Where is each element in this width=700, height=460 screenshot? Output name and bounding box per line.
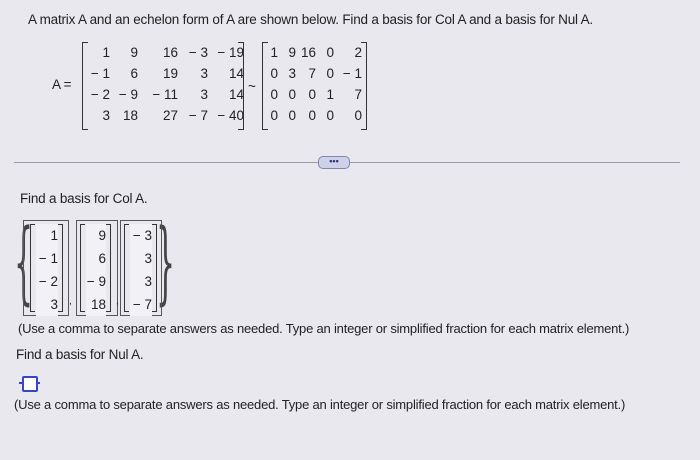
nul-basis-prompt: Find a basis for Nul A. xyxy=(16,347,144,362)
vector-entry[interactable]: 9 xyxy=(98,228,106,243)
vector-right-bracket xyxy=(152,224,157,312)
matrix-cell: 0 xyxy=(270,87,278,102)
matrix-cell: 0 xyxy=(308,108,316,123)
matrix-cell: 0 xyxy=(354,108,362,123)
vector-left-bracket xyxy=(80,224,85,312)
matrix-cell: 16 xyxy=(162,45,178,60)
matrix-cell: 0 xyxy=(270,66,278,81)
vector-right-bracket xyxy=(58,224,63,312)
matrix-cell: 9 xyxy=(130,45,138,60)
matrix-answer-icon-handle-left xyxy=(19,382,22,384)
matrix-cell: 16 xyxy=(300,45,316,60)
nul-basis-note: (Use a comma to separate answers as needed. Type an integer or simplified fraction for each matrix element.) xyxy=(14,397,626,412)
vector-entry[interactable]: − 9 xyxy=(86,274,106,289)
matrix-cell: − 1 xyxy=(90,66,110,81)
matrix-a-right-bracket xyxy=(238,42,244,130)
row-equivalent-symbol: ~ xyxy=(248,79,256,94)
matrix-cell: − 9 xyxy=(118,87,138,102)
vector-left-bracket xyxy=(124,224,129,312)
matrix-answer-icon-handle-right xyxy=(37,382,40,384)
matrix-cell: 0 xyxy=(270,108,278,123)
matrix-cell: 3 xyxy=(102,108,110,123)
comma: , xyxy=(116,296,119,307)
matrix-cell: − 7 xyxy=(188,108,208,123)
vector-entry[interactable]: 18 xyxy=(90,297,106,312)
matrix-cell: 3 xyxy=(200,87,208,102)
matrix-cell: 18 xyxy=(122,108,138,123)
matrix-cell: 6 xyxy=(130,66,138,81)
vector-entry[interactable]: 3 xyxy=(144,251,152,266)
matrix-cell: 19 xyxy=(162,66,178,81)
matrix-cell: 14 xyxy=(228,87,244,102)
basis-vector-2[interactable] xyxy=(86,224,106,316)
matrix-cell: 14 xyxy=(228,66,244,81)
matrix-cell: 3 xyxy=(200,66,208,81)
vector-entry[interactable]: − 7 xyxy=(132,297,152,312)
col-basis-prompt: Find a basis for Col A. xyxy=(20,191,148,206)
matrix-cell: 27 xyxy=(162,108,178,123)
vector-left-bracket xyxy=(30,224,35,312)
vector-entry[interactable]: − 2 xyxy=(38,274,58,289)
col-basis-note: (Use a comma to separate answers as needed. Type an integer or simplified fraction for each matrix element.) xyxy=(18,321,630,336)
vector-entry[interactable]: − 1 xyxy=(38,251,58,266)
matrix-cell: − 40 xyxy=(217,108,244,123)
matrix-cell: 9 xyxy=(288,45,296,60)
vector-entry[interactable]: 6 xyxy=(98,251,106,266)
comma: , xyxy=(69,296,72,307)
question-prompt: A matrix A and an echelon form of A are shown below. Find a basis for Col A and a basis for Nul A. xyxy=(28,12,593,27)
matrix-cell: 7 xyxy=(354,87,362,102)
vector-entry[interactable]: − 3 xyxy=(132,228,152,243)
vector-entry[interactable]: 3 xyxy=(144,274,152,289)
matrix-cell: − 1 xyxy=(342,66,362,81)
matrix-cell: 0 xyxy=(308,87,316,102)
basis-vector-3[interactable] xyxy=(130,224,152,316)
vector-entry[interactable]: 3 xyxy=(50,297,58,312)
set-close-brace: } xyxy=(156,212,176,317)
basis-vector-1[interactable] xyxy=(36,224,58,316)
matrix-cell: 1 xyxy=(270,45,278,60)
matrix-cell: 3 xyxy=(288,66,296,81)
matrix-cell: − 3 xyxy=(188,45,208,60)
matrix-cell: 0 xyxy=(288,108,296,123)
matrix-cell: 1 xyxy=(102,45,110,60)
matrix-cell: − 2 xyxy=(90,87,110,102)
more-options-icon[interactable]: ••• xyxy=(318,156,350,169)
vector-entry[interactable]: 1 xyxy=(50,228,58,243)
echelon-matrix xyxy=(268,42,362,126)
matrix-cell: 0 xyxy=(326,108,334,123)
matrix-a xyxy=(88,42,244,126)
matrix-answer-icon[interactable] xyxy=(22,376,38,392)
matrix-cell: 0 xyxy=(326,66,334,81)
vector-right-bracket xyxy=(106,224,111,312)
set-open-brace: { xyxy=(14,212,34,317)
echelon-right-bracket xyxy=(361,42,367,130)
matrix-cell: 7 xyxy=(308,66,316,81)
matrix-label: A = xyxy=(52,77,72,92)
matrix-cell: 1 xyxy=(326,87,334,102)
matrix-cell: 0 xyxy=(326,45,334,60)
matrix-cell: − 11 xyxy=(152,87,178,102)
matrix-cell: 2 xyxy=(354,45,362,60)
matrix-cell: 0 xyxy=(288,87,296,102)
matrix-cell: − 19 xyxy=(217,45,244,60)
